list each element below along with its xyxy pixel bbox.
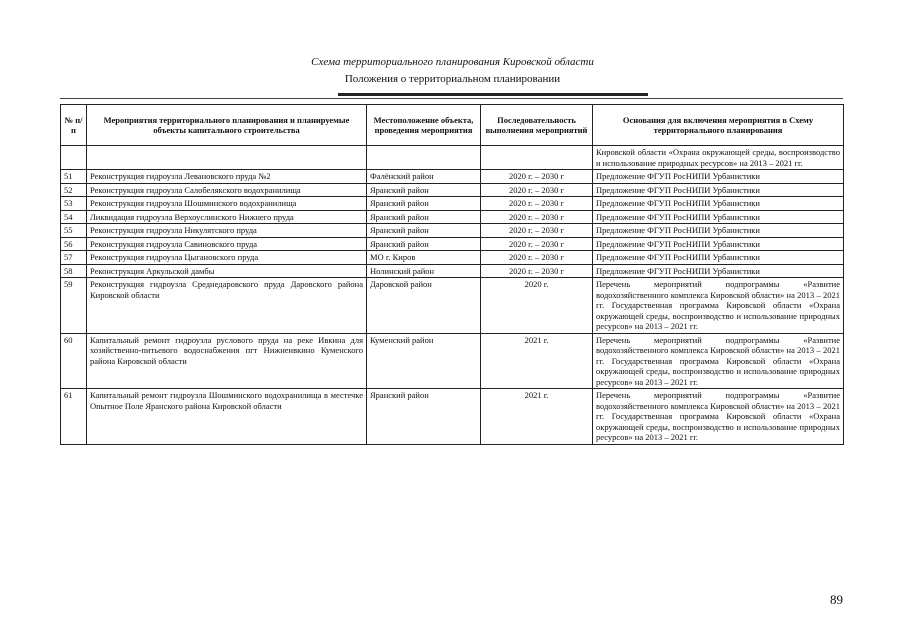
- cell-location: Яранский район: [367, 197, 481, 211]
- col-header-measure: Мероприятия территориального планирования и планируемые объекты капитального строительства: [87, 105, 367, 146]
- cell-location: МО г. Киров: [367, 251, 481, 265]
- table-row: [61, 333, 844, 389]
- col-header-basis: Основания для включения мероприятия в Схему территориального планирования: [593, 105, 844, 146]
- table-header-row: [61, 105, 844, 146]
- cell-num: 56: [61, 237, 87, 251]
- cell-location: [367, 146, 481, 170]
- table-row: [61, 264, 844, 278]
- cell-basis: Предложение ФГУП РосНИПИ Урбанистики: [593, 210, 844, 224]
- cell-period: 2020 г. – 2030 г: [481, 251, 593, 265]
- cell-location: Даровской район: [367, 278, 481, 334]
- cell-period: 2020 г.: [481, 278, 593, 334]
- cell-basis: Предложение ФГУП РосНИПИ Урбанистики: [593, 197, 844, 211]
- cell-measure: Капитальный ремонт гидроузла Шошминского водохранилища в местечке Опытное Поле Яранского района Кировской области: [87, 389, 367, 445]
- cell-basis: Предложение ФГУП РосНИПИ Урбанистики: [593, 170, 844, 184]
- cell-measure: Реконструкция гидроузла Никулятского пруда: [87, 224, 367, 238]
- cell-period: 2020 г. – 2030 г: [481, 210, 593, 224]
- col-header-num: № п/п: [61, 105, 87, 146]
- table-row: [61, 224, 844, 238]
- cell-period: 2020 г. – 2030 г: [481, 197, 593, 211]
- cell-num: 54: [61, 210, 87, 224]
- table-row: [61, 278, 844, 334]
- cell-basis: Предложение ФГУП РосНИПИ Урбанистики: [593, 251, 844, 265]
- cell-period: 2020 г. – 2030 г: [481, 264, 593, 278]
- header-rule: [338, 93, 648, 96]
- cell-num: 53: [61, 197, 87, 211]
- document-subtitle: Положения о территориальном планировании: [344, 73, 561, 85]
- cell-basis: Перечень мероприятий подпрограммы «Развитие водохозяйственного комплекса Кировской области» на 2013 – 2021 гг. Государственная программа Кировской области «Охрана окружающей среды, воспроизводство и использование природных ресурсов» на 2013 – 2021 гг.: [593, 278, 844, 334]
- cell-num: 60: [61, 333, 87, 389]
- cell-location: Яранский район: [367, 224, 481, 238]
- table-row: [61, 251, 844, 265]
- cell-location: Яранский район: [367, 210, 481, 224]
- cell-measure: Реконструкция гидроузла Цыгановского пруда: [87, 251, 367, 265]
- cell-measure: Реконструкция гидроузла Савиновского пруда: [87, 237, 367, 251]
- cell-location: Нолинский район: [367, 264, 481, 278]
- col-header-period: Последовательность выполнения мероприятий: [481, 105, 593, 146]
- cell-num: 58: [61, 264, 87, 278]
- col-header-location: Местоположение объекта, проведения мероприятия: [367, 105, 481, 146]
- cell-basis: Кировской области «Охрана окружающей среды, воспроизводство и использование природных ресурсов» на 2013 – 2021 гг.: [593, 146, 844, 170]
- cell-num: 61: [61, 389, 87, 445]
- cell-period: 2020 г. – 2030 г: [481, 224, 593, 238]
- table-row: [61, 170, 844, 184]
- cell-num: 51: [61, 170, 87, 184]
- cell-basis: Предложение ФГУП РосНИПИ Урбанистики: [593, 264, 844, 278]
- cell-measure: [87, 146, 367, 170]
- cell-location: Куменский район: [367, 333, 481, 389]
- cell-period: [481, 146, 593, 170]
- cell-num: 57: [61, 251, 87, 265]
- cell-period: 2021 г.: [481, 333, 593, 389]
- cell-basis: Перечень мероприятий подпрограммы «Развитие водохозяйственного комплекса Кировской области» на 2013 – 2021 гг. Государственная программа Кировской области «Охрана окружающей среды, воспроизводство и использование природных ресурсов» на 2013 – 2021 гг.: [593, 389, 844, 445]
- cell-period: 2020 г. – 2030 г: [481, 183, 593, 197]
- cell-num: [61, 146, 87, 170]
- cell-location: Яранский район: [367, 237, 481, 251]
- cell-basis: Предложение ФГУП РосНИПИ Урбанистики: [593, 183, 844, 197]
- cell-num: 59: [61, 278, 87, 334]
- table-row: [61, 146, 844, 170]
- cell-location: Яранский район: [367, 389, 481, 445]
- cell-period: 2021 г.: [481, 389, 593, 445]
- document-title: Схема территориального планирования Кировской области: [311, 56, 594, 68]
- cell-location: Фалёнский район: [367, 170, 481, 184]
- cell-measure: Реконструкция гидроузла Среднедаровского пруда Даровского района Кировской области: [87, 278, 367, 334]
- cell-measure: Ликвидация гидроузла Верхоуслинского Нижнего пруда: [87, 210, 367, 224]
- table-row: [61, 197, 844, 211]
- cell-basis: Предложение ФГУП РосНИПИ Урбанистики: [593, 224, 844, 238]
- cell-measure: Реконструкция гидроузла Левановского пруда №2: [87, 170, 367, 184]
- table-row: [61, 210, 844, 224]
- cell-measure: Реконструкция Аркульской дамбы: [87, 264, 367, 278]
- cell-measure: Реконструкция гидроузла Салобелякского водохранилища: [87, 183, 367, 197]
- cell-period: 2020 г. – 2030 г: [481, 170, 593, 184]
- page-number: 89: [830, 592, 843, 607]
- measures-table: [60, 104, 844, 445]
- table-row: [61, 237, 844, 251]
- cell-measure: Реконструкция гидроузла Шошминского водохранилища: [87, 197, 367, 211]
- cell-measure: Капитальный ремонт гидроузла руслового пруда на реке Ивкина для хозяйственно-питьевого водоснабжения пгт Нижнеивкино Куменского района Кировской области: [87, 333, 367, 389]
- cell-num: 55: [61, 224, 87, 238]
- cell-period: 2020 г. – 2030 г: [481, 237, 593, 251]
- cell-basis: Предложение ФГУП РосНИПИ Урбанистики: [593, 237, 844, 251]
- table-row: [61, 183, 844, 197]
- cell-location: Яранский район: [367, 183, 481, 197]
- cell-num: 52: [61, 183, 87, 197]
- table-row: [61, 389, 844, 445]
- header-thin-rule: [60, 98, 843, 99]
- cell-basis: Перечень мероприятий подпрограммы «Развитие водохозяйственного комплекса Кировской области» на 2013 – 2021 гг. Государственная программа Кировской области «Охрана окружающей среды, воспроизводство и использование природных ресурсов» на 2013 – 2021 гг.: [593, 333, 844, 389]
